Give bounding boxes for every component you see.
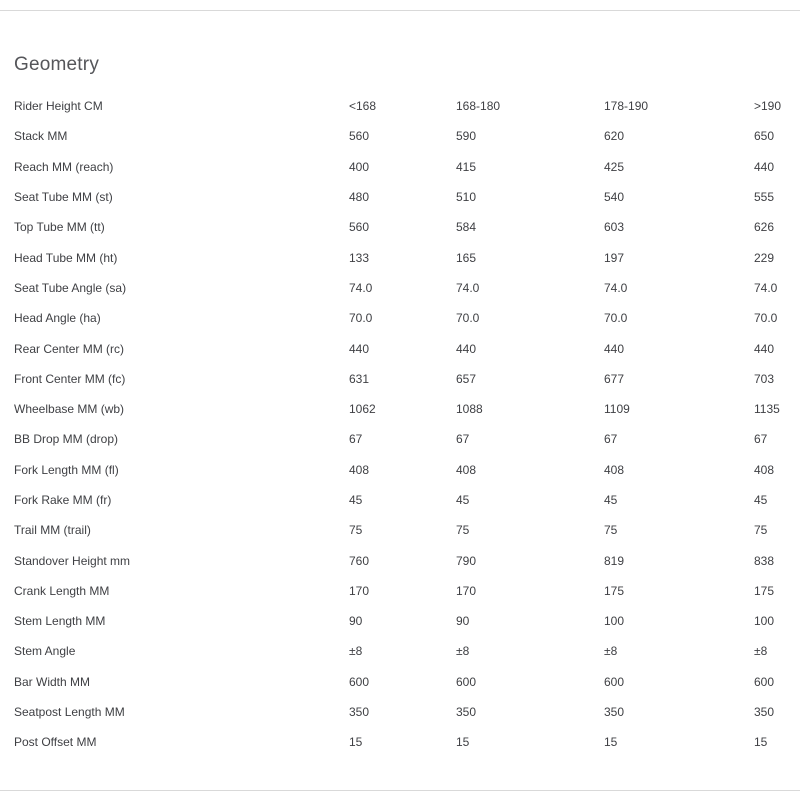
row-value-size-3: 178-190 <box>604 99 649 114</box>
row-value-size-1: 67 <box>349 432 363 447</box>
row-label: Standover Height mm <box>14 553 131 568</box>
row-value-size-2: 510 <box>456 190 477 205</box>
row-value-size-2: 790 <box>456 553 477 568</box>
row-value-size-3: 677 <box>604 371 625 386</box>
table-row <box>0 576 800 606</box>
row-label: Trail MM (trail) <box>14 523 91 538</box>
row-value-size-4: 650 <box>754 129 775 144</box>
table-row <box>0 545 800 575</box>
table-row <box>0 182 800 212</box>
row-label: Seat Tube Angle (sa) <box>14 280 127 295</box>
row-value-size-4: ±8 <box>754 644 768 659</box>
table-row <box>0 91 800 121</box>
bottom-divider <box>0 790 800 791</box>
row-value-size-4: 175 <box>754 583 775 598</box>
row-value-size-4: >190 <box>754 99 782 114</box>
row-value-size-1: 1062 <box>349 402 376 417</box>
row-value-size-3: 175 <box>604 583 625 598</box>
row-value-size-3: 440 <box>604 341 625 356</box>
row-value-size-1: <168 <box>349 99 377 114</box>
top-divider <box>0 10 800 11</box>
row-label: Front Center MM (fc) <box>14 371 126 386</box>
row-value-size-1: 90 <box>349 614 363 629</box>
row-value-size-4: 45 <box>754 493 768 507</box>
row-value-size-2: 350 <box>456 705 477 720</box>
row-value-size-3: 425 <box>604 159 625 174</box>
row-value-size-4: 67 <box>754 432 768 447</box>
row-value-size-4: 626 <box>754 220 775 235</box>
row-value-size-1: 760 <box>349 553 370 568</box>
row-value-size-2: 408 <box>456 462 477 477</box>
row-value-size-3: 603 <box>604 220 625 235</box>
row-label: Reach MM (reach) <box>14 159 114 174</box>
row-value-size-3: 408 <box>604 462 625 477</box>
row-value-size-2: ±8 <box>456 644 470 659</box>
row-value-size-3: 620 <box>604 129 625 144</box>
table-row <box>0 121 800 151</box>
row-value-size-2: 170 <box>456 583 477 598</box>
row-value-size-2: 1088 <box>456 402 483 417</box>
row-value-size-3: 600 <box>604 674 625 689</box>
table-row <box>0 455 800 485</box>
geometry-table <box>0 91 800 758</box>
row-value-size-3: 15 <box>604 735 618 750</box>
row-value-size-2: 70.0 <box>456 311 480 326</box>
table-row <box>0 152 800 182</box>
row-value-size-1: 15 <box>349 735 363 750</box>
row-value-size-2: 600 <box>456 674 477 689</box>
row-value-size-3: 74.0 <box>604 280 628 295</box>
row-value-size-4: 1135 <box>754 402 780 417</box>
row-label: Rider Height CM <box>14 99 103 114</box>
row-label: Wheelbase MM (wb) <box>14 402 125 417</box>
row-value-size-2: 74.0 <box>456 280 480 295</box>
table-row <box>0 697 800 727</box>
row-value-size-4: 703 <box>754 371 775 386</box>
table-row <box>0 667 800 697</box>
row-label: Stack MM <box>14 129 68 144</box>
row-value-size-3: 70.0 <box>604 311 628 326</box>
row-value-size-4: 440 <box>754 159 775 174</box>
row-value-size-1: 560 <box>349 220 370 235</box>
row-value-size-1: 600 <box>349 674 370 689</box>
row-value-size-4: 100 <box>754 614 775 629</box>
row-value-size-3: 350 <box>604 705 625 720</box>
row-value-size-4: 15 <box>754 735 768 750</box>
row-label: Seat Tube MM (st) <box>14 190 113 205</box>
row-value-size-2: 415 <box>456 159 477 174</box>
row-label: Head Angle (ha) <box>14 311 101 326</box>
row-value-size-1: 133 <box>349 250 370 265</box>
row-value-size-1: 400 <box>349 159 370 174</box>
row-value-size-3: 1109 <box>604 402 630 417</box>
row-value-size-1: 45 <box>349 493 363 507</box>
row-value-size-1: 70.0 <box>349 311 373 326</box>
row-value-size-1: 560 <box>349 129 370 144</box>
table-row <box>0 636 800 666</box>
row-value-size-1: 350 <box>349 705 370 720</box>
row-value-size-4: 440 <box>754 341 775 356</box>
row-label: Head Tube MM (ht) <box>14 250 118 265</box>
row-value-size-2: 168-180 <box>456 99 501 114</box>
table-row <box>0 394 800 424</box>
row-value-size-4: 555 <box>754 190 775 205</box>
row-label: BB Drop MM (drop) <box>14 432 119 447</box>
row-label: Top Tube MM (tt) <box>14 220 105 235</box>
table-row <box>0 485 800 515</box>
row-value-size-3: 819 <box>604 553 625 568</box>
row-value-size-3: 75 <box>604 523 618 538</box>
row-value-size-3: 540 <box>604 190 625 205</box>
row-value-size-2: 15 <box>456 735 470 750</box>
row-label: Fork Rake MM (fr) <box>14 493 112 507</box>
row-label: Fork Length MM (fl) <box>14 462 119 477</box>
row-value-size-3: 67 <box>604 432 618 447</box>
row-value-size-4: 838 <box>754 553 775 568</box>
row-value-size-1: 170 <box>349 583 370 598</box>
table-row <box>0 303 800 333</box>
row-label: Seatpost Length MM <box>14 705 125 720</box>
table-row <box>0 424 800 454</box>
row-value-size-1: 480 <box>349 190 370 205</box>
row-value-size-3: 100 <box>604 614 625 629</box>
row-value-size-2: 584 <box>456 220 477 235</box>
row-value-size-2: 75 <box>456 523 470 538</box>
table-row <box>0 273 800 303</box>
row-value-size-2: 657 <box>456 371 477 386</box>
row-label: Crank Length MM <box>14 583 110 598</box>
row-label: Rear Center MM (rc) <box>14 341 125 356</box>
row-value-size-1: 75 <box>349 523 363 538</box>
row-value-size-4: 229 <box>754 250 775 265</box>
table-row <box>0 515 800 545</box>
row-value-size-3: 45 <box>604 493 618 507</box>
row-value-size-1: 440 <box>349 341 370 356</box>
row-value-size-1: 408 <box>349 462 370 477</box>
table-row <box>0 727 800 757</box>
row-value-size-4: 70.0 <box>754 311 778 326</box>
table-row <box>0 333 800 363</box>
row-value-size-4: 350 <box>754 705 775 720</box>
table-row <box>0 242 800 272</box>
row-value-size-2: 165 <box>456 250 477 265</box>
row-value-size-2: 90 <box>456 614 470 629</box>
table-row <box>0 212 800 242</box>
row-value-size-4: 74.0 <box>754 280 778 295</box>
row-value-size-1: ±8 <box>349 644 363 659</box>
table-row <box>0 606 800 636</box>
row-value-size-1: 74.0 <box>349 280 373 295</box>
row-value-size-2: 67 <box>456 432 470 447</box>
page-title: Geometry <box>14 54 100 75</box>
row-value-size-2: 440 <box>456 341 477 356</box>
row-label: Stem Angle <box>14 644 76 659</box>
table-row <box>0 364 800 394</box>
row-value-size-4: 408 <box>754 462 775 477</box>
row-value-size-1: 631 <box>349 371 370 386</box>
row-label: Post Offset MM <box>14 735 97 750</box>
row-value-size-4: 600 <box>754 674 775 689</box>
row-value-size-2: 45 <box>456 493 470 507</box>
row-label: Bar Width MM <box>14 674 91 689</box>
row-value-size-2: 590 <box>456 129 477 144</box>
row-value-size-3: 197 <box>604 250 625 265</box>
row-value-size-3: ±8 <box>604 644 618 659</box>
row-label: Stem Length MM <box>14 614 106 629</box>
row-value-size-4: 75 <box>754 523 768 538</box>
